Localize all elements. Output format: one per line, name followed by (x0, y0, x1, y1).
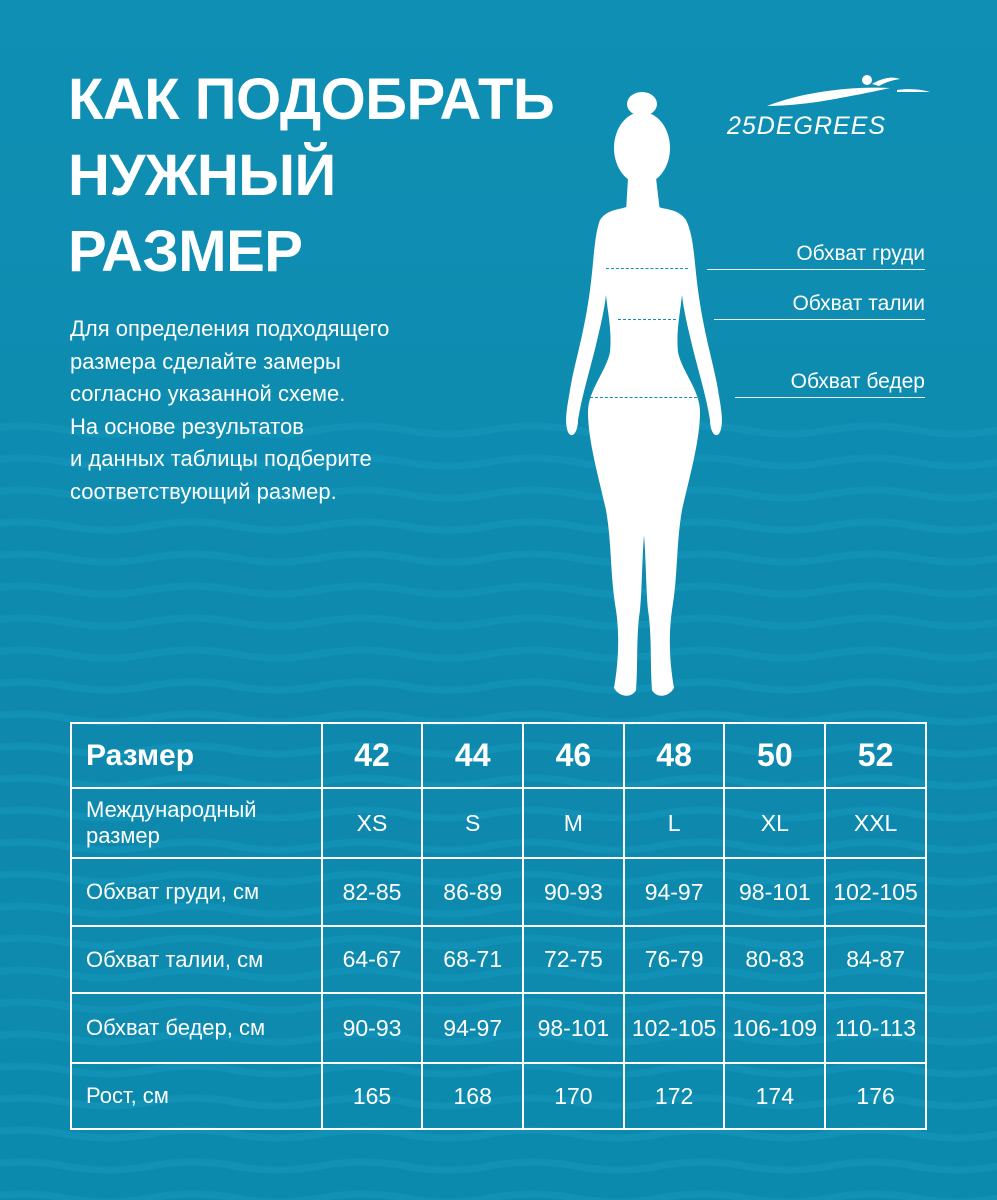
table-cell: 90-93 (523, 858, 624, 926)
row-label-line: Международный (86, 797, 257, 822)
chest-label-text: Обхват груди (796, 242, 925, 265)
wave-line (0, 522, 997, 530)
row-label-cell: Обхват груди, см (71, 858, 322, 926)
table-cell: XS (322, 788, 423, 858)
hips-leader-line (735, 397, 925, 398)
table-cell: 76-79 (624, 926, 725, 993)
table-cell: 82-85 (322, 858, 423, 926)
table-row (71, 926, 926, 993)
row-label-cell: Обхват бедер, см (71, 993, 322, 1063)
table-row (71, 993, 926, 1063)
waist-measurement-label (714, 292, 925, 320)
table-cell: 170 (523, 1063, 624, 1129)
hips-label-text: Обхват бедер (790, 370, 925, 393)
table-cell: 72-75 (523, 926, 624, 993)
waist-measure-dash (618, 319, 676, 320)
wave-line (0, 586, 997, 594)
wave-line (0, 714, 997, 722)
wave-line (0, 1162, 997, 1170)
table-cell: 94-97 (624, 858, 725, 926)
table-cell: 106-109 (724, 993, 825, 1063)
intro-line: и данных таблицы подберите (70, 446, 372, 471)
table-cell: 165 (322, 1063, 423, 1129)
intro-text (70, 313, 500, 508)
table-cell: S (422, 788, 523, 858)
size-header-cell: 42 (322, 723, 423, 788)
woman-silhouette-icon (548, 90, 738, 702)
wave-line (0, 682, 997, 690)
header-label-cell: Размер (71, 723, 322, 788)
size-header-cell: 48 (624, 723, 725, 788)
wave-line (0, 1194, 997, 1200)
size-header-cell: 50 (724, 723, 825, 788)
table-cell: 172 (624, 1063, 725, 1129)
table-cell: 90-93 (322, 993, 423, 1063)
table-cell: 86-89 (422, 858, 523, 926)
intro-line: размера сделайте замеры (70, 348, 341, 374)
table-cell: 98-101 (523, 993, 624, 1063)
table-row (71, 1063, 926, 1129)
chest-measurement-label (707, 242, 925, 270)
table-row (71, 858, 926, 926)
table-cell: 168 (422, 1063, 523, 1129)
row-label-cell (71, 788, 322, 858)
table-cell: XXL (825, 788, 926, 858)
wave-line (0, 1130, 997, 1138)
row-label-cell: Рост, см (71, 1063, 322, 1129)
table-cell: 84-87 (825, 926, 926, 993)
table-cell: 80-83 (724, 926, 825, 993)
chest-measure-dash (606, 268, 688, 269)
intro-line: соответствующий размер. (70, 478, 337, 504)
hips-measurement-label (735, 370, 925, 398)
wave-line (0, 554, 997, 562)
brand-logo-text: 25DEGREES (727, 112, 887, 140)
table-header-row (71, 723, 926, 788)
chest-leader-line (707, 269, 925, 270)
size-header-cell: 46 (523, 723, 624, 788)
hips-measure-dash (590, 397, 702, 398)
size-header-cell: 52 (825, 723, 926, 788)
table-cell: 64-67 (322, 926, 423, 993)
waist-leader-line (714, 319, 925, 320)
page-title (68, 62, 628, 290)
table-cell: 94-97 (422, 993, 523, 1063)
table-cell: 102-105 (825, 858, 926, 926)
table-cell: 174 (724, 1063, 825, 1129)
intro-line: На основе результатов (70, 413, 304, 439)
table-cell: 98-101 (724, 858, 825, 926)
table-cell: M (523, 788, 624, 858)
intro-line: Для определения подходящего (70, 316, 390, 341)
table-cell: L (624, 788, 725, 858)
row-label-cell: Обхват талии, см (71, 926, 322, 993)
size-header-cell: 44 (422, 723, 523, 788)
wave-line (0, 618, 997, 626)
title-line-3: РАЗМЕР (68, 219, 303, 284)
table-row (71, 788, 926, 858)
title-line-2: НУЖНЫЙ (68, 143, 336, 208)
table-cell: 68-71 (422, 926, 523, 993)
title-line-1: КАК ПОДОБРАТЬ (68, 67, 555, 132)
table-cell: 176 (825, 1063, 926, 1129)
size-table (70, 722, 927, 1130)
wave-line (0, 650, 997, 658)
table-cell: 110-113 (825, 993, 926, 1063)
waist-label-text: Обхват талии (792, 292, 925, 315)
row-label-line: размер (86, 823, 160, 848)
table-cell: XL (724, 788, 825, 858)
intro-line: согласно указанной схеме. (70, 381, 346, 406)
table-cell: 102-105 (624, 993, 725, 1063)
